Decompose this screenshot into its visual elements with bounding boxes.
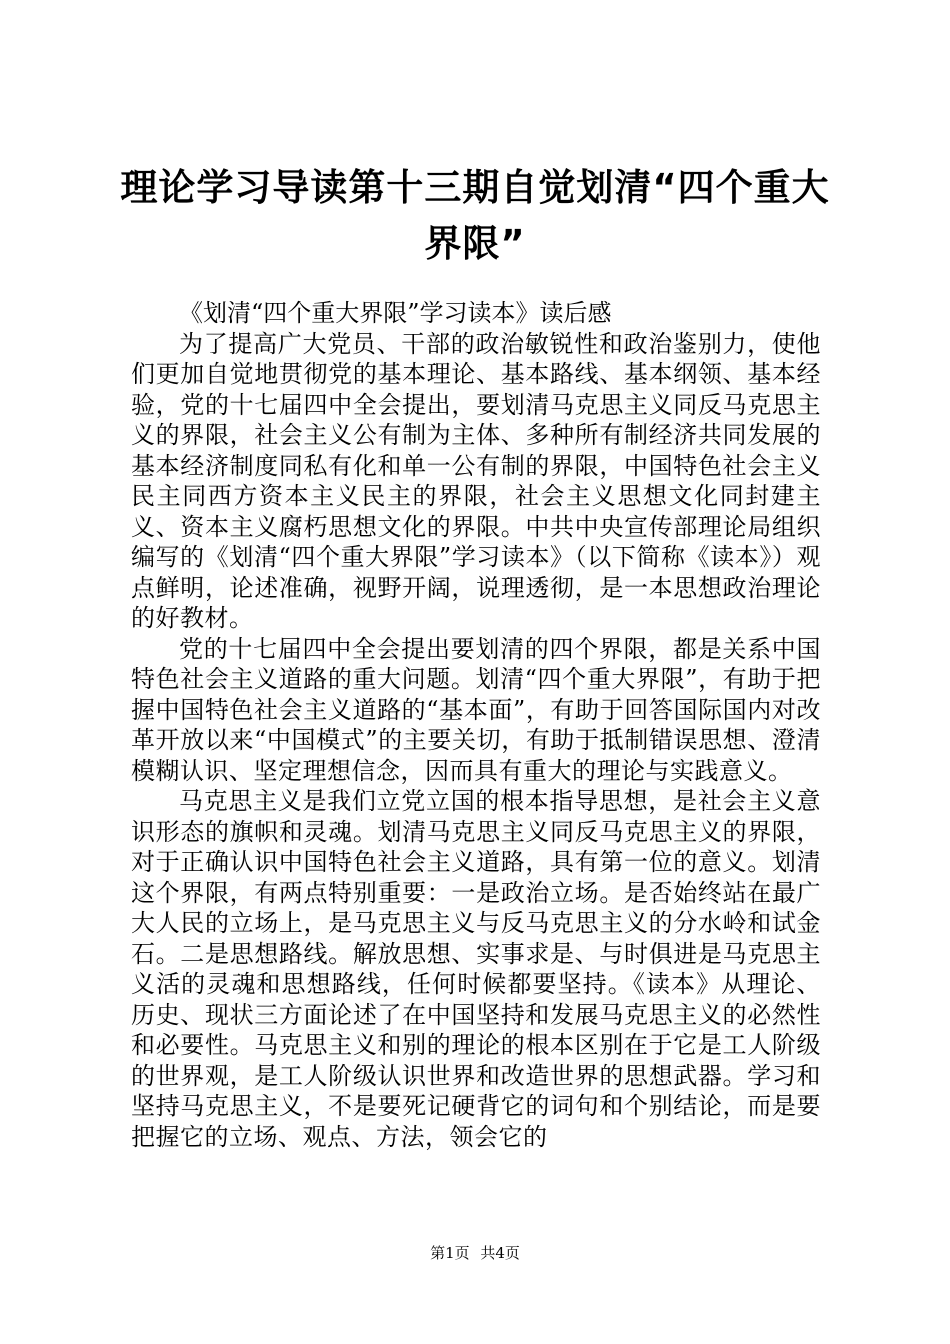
document-subtitle: 《划清“四个重大界限”学习读本》读后感 — [179, 299, 612, 327]
document-body — [131, 298, 821, 1152]
document-title: 理论学习导读第十三期自觉划清“四个重大界限” — [120, 166, 830, 265]
page-footer — [0, 1243, 950, 1263]
page-total: 共4页 — [480, 1244, 520, 1262]
paragraph: 马克思主义是我们立党立国的根本指导思想，是社会主义意识形态的旗帜和灵魂。划清马克思主义同反马克思主义的界限，对于正确认识中国特色社会主义道路，具有第一位的意义。划清这个界限，有两点特别重要：一是政治立场。是否始终站在最广大人民的立场上，是马克思主义与反马克思主义的分水岭和试金石。二是思想路线。解放思想、实事求是、与时俱进是马克思主义活的灵魂和思想路线，任何时候都要坚持。《读本》从理论、历史、现状三方面论述了在中国坚持和发展马克思主义的必然性和必要性。马克思主义和别的理论的根本区别在于它是工人阶级的世界观，是工人阶级认识世界和改造世界的思想武器。学习和坚持马克思主义，不是要死记硬背它的词句和个别结论，而是要把握它的立场、观点、方法，领会它的 — [131, 787, 821, 1151]
paragraph: 为了提高广大党员、干部的政治敏锐性和政治鉴别力，使他们更加自觉地贯彻党的基本理论、基本路线、基本纲领、基本经验，党的十七届四中全会提出，要划清马克思主义同反马克思主义的界限，社会主义公有制为主体、多种所有制经济共同发展的基本经济制度同私有化和单一公有制的界限，中国特色社会主义民主同西方资本主义民主的界限，社会主义思想文化同封建主义、资本主义腐朽思想文化的界限。中共中央宣传部理论局组织编写的《划清“四个重大界限”学习读本》（以下简称《读本》）观点鲜明，论述准确，视野开阔，说理透彻，是一本思想政治理论的好教材。 — [131, 329, 821, 632]
page-number: 第1页 — [430, 1244, 470, 1262]
paragraph: 党的十七届四中全会提出要划清的四个界限，都是关系中国特色社会主义道路的重大问题。划清“四个重大界限”，有助于把握中国特色社会主义道路的“基本面”，有助于回答国际国内对改革开放以来“中国模式”的主要关切，有助于抵制错误思想、澄清模糊认识、坚定理想信念，因而具有重大的理论与实践意义。 — [131, 634, 821, 785]
